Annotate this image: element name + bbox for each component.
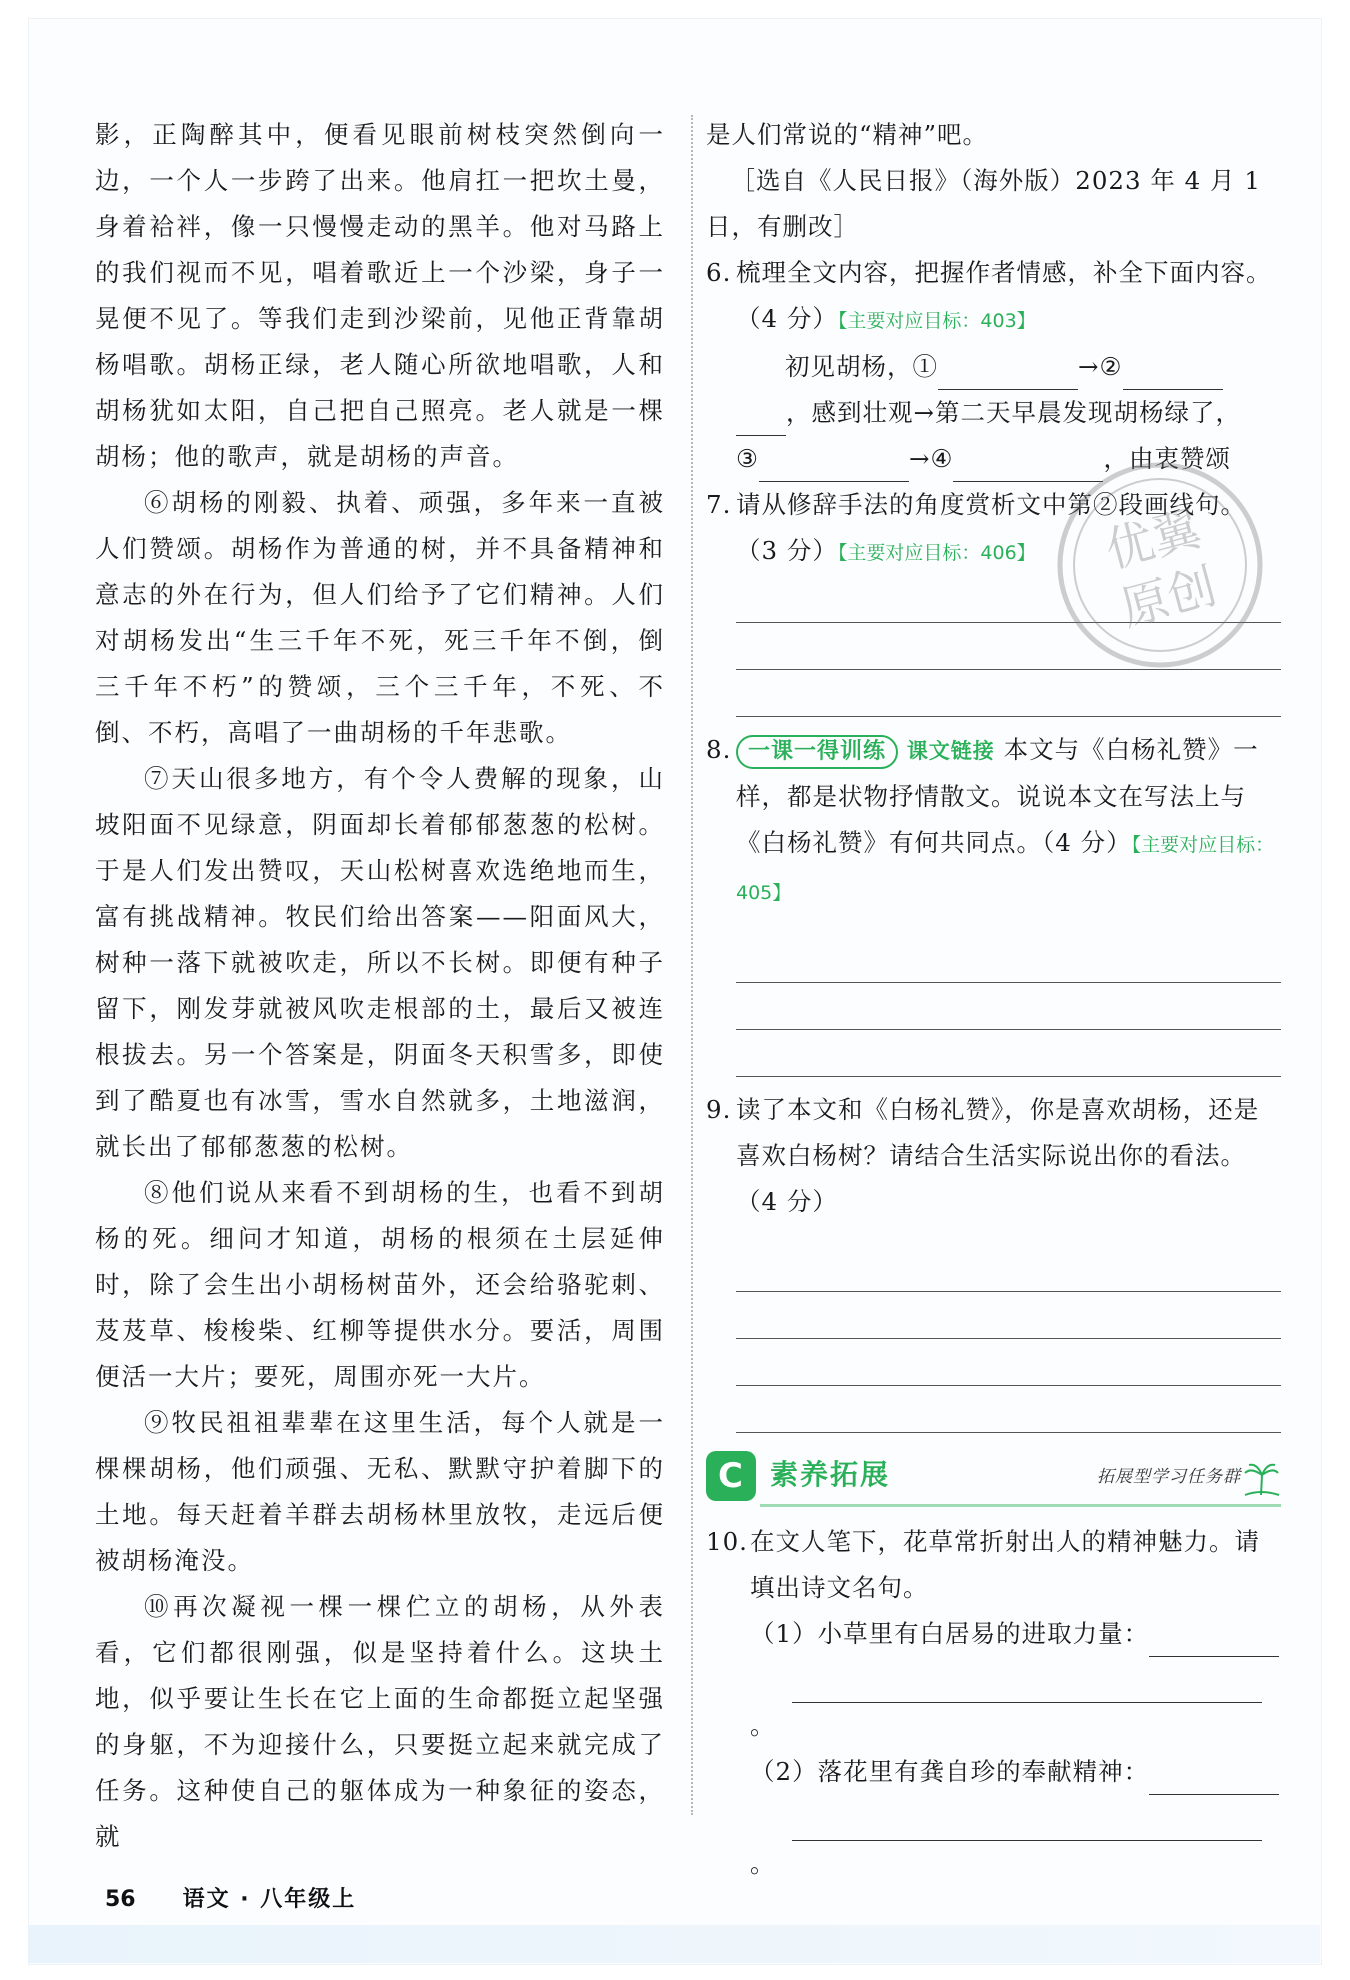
reading-passage xyxy=(95,112,665,1860)
passage-paragraph-6: ⑥胡杨的刚毅、执着、顽强，多年来一直被人们赞颂。胡杨作为普通的树，并不具备精神和意志的外在行为，但人们给予了它们精神。人们对胡杨发出“生三千年不死，死三千年不倒，倒三千年不朽”的赞颂，三个三千年，不死、不倒、不朽，高唱了一曲胡杨的千年悲歌。 xyxy=(95,488,665,747)
section-header xyxy=(706,1451,1281,1507)
answer-line[interactable] xyxy=(736,1030,1281,1077)
question-score: （3 分） xyxy=(736,536,838,565)
blank-10-1-cont[interactable] xyxy=(792,1674,1262,1703)
question-number: 10. xyxy=(706,1527,748,1556)
blank-10-2-cont[interactable] xyxy=(792,1812,1262,1841)
flow-arrow: →② xyxy=(1078,352,1123,381)
answer-line[interactable] xyxy=(736,1386,1281,1433)
blank-2-cont[interactable] xyxy=(736,407,786,436)
footer-band xyxy=(28,1925,1320,1963)
flow-arrow: →④ xyxy=(908,444,954,473)
target-tag: 【主要对应目标：405】 xyxy=(736,834,1275,904)
question-number: 7. xyxy=(706,490,732,519)
svg-text:优翼: 优翼 xyxy=(1099,500,1207,580)
section-badge: C xyxy=(706,1451,756,1501)
book-subject: 语文 · 八年级上 xyxy=(182,1887,357,1912)
question-text: 请从修辞手法的角度赏析文中第②段画线句。 xyxy=(736,490,1246,519)
blank-1[interactable] xyxy=(938,361,1078,390)
section-rule xyxy=(760,1504,1281,1507)
palm-icon xyxy=(1241,1457,1281,1497)
target-tag: 【主要对应目标：403】 xyxy=(837,310,1036,332)
text-link-label: 课文链接 xyxy=(906,739,995,763)
answer-line[interactable] xyxy=(736,670,1281,717)
question-10 xyxy=(706,1519,1281,1887)
period: 。 xyxy=(750,1849,776,1878)
answer-line[interactable] xyxy=(736,936,1281,983)
blank-10-2[interactable] xyxy=(1149,1766,1279,1795)
period: 。 xyxy=(750,1711,776,1740)
svg-text:原创: 原创 xyxy=(1115,558,1223,638)
blank-10-1[interactable] xyxy=(1149,1628,1279,1657)
sub-question-2: （2）落花里有龚自珍的奉献精神： xyxy=(750,1757,1150,1786)
page-footer xyxy=(105,1882,356,1913)
question-number: 9. xyxy=(706,1095,732,1124)
question-score: （4 分） xyxy=(1042,828,1132,857)
blank-4[interactable] xyxy=(953,453,1103,482)
answer-line[interactable] xyxy=(736,1292,1281,1339)
question-7 xyxy=(706,482,1281,576)
page-number: 56 xyxy=(105,1887,136,1912)
section-subtitle: 拓展型学习任务群 xyxy=(1097,1467,1241,1487)
passage-paragraph: 影，正陶醉其中，便看见眼前树枝突然倒向一边，一个人一步跨了出来。他肩扛一把坎土曼，身着袷袢，像一只慢慢走动的黑羊。他对马路上的我们视而不见，唱着歌近上一个沙梁，身子一晃便不见了。等我们走到沙梁前，见他正背靠胡杨唱歌。胡杨正绿，老人随心所欲地唱歌，人和胡杨犹如太阳，自己把自己照亮。老人就是一棵胡杨；他的歌声，就是胡杨的声音。 xyxy=(95,120,665,471)
question-text: 在文人笔下，花草常折射出人的精神魅力。请填出诗文名句。 xyxy=(750,1527,1260,1602)
question-text: 梳理全文内容，把握作者情感，补全下面内容。 xyxy=(736,258,1272,287)
passage-continuation: 是人们常说的“精神”吧。 xyxy=(706,120,989,149)
column-divider xyxy=(691,115,693,1815)
training-badge: 一课一得训练 xyxy=(736,735,898,769)
question-8 xyxy=(706,727,1281,916)
blank-3[interactable] xyxy=(759,453,909,482)
answer-line[interactable] xyxy=(736,1339,1281,1386)
target-tag: 【主要对应目标：406】 xyxy=(837,542,1036,564)
question-text: 读了本文和《白杨礼赞》，你是喜欢胡杨，还是喜欢白杨树？请结合生活实际说出你的看法。 xyxy=(736,1095,1260,1170)
answer-line[interactable] xyxy=(736,576,1281,623)
question-score: （4 分） xyxy=(736,304,838,333)
questions-column xyxy=(706,112,1281,1887)
question-number: 8. xyxy=(706,735,732,764)
question-text: 本文与《白杨礼赞》一样，都是状物抒情散文。说说本文在写法上与《白杨礼赞》有何共同点。 xyxy=(736,735,1259,857)
flow-middle: ，感到壮观→第二天早晨发现胡杨绿了， xyxy=(786,398,1242,427)
flow-start: 初见胡杨，① xyxy=(785,352,938,381)
question-score: （4 分） xyxy=(736,1187,838,1216)
answer-line[interactable] xyxy=(736,983,1281,1030)
passage-paragraph-10: ⑩再次凝视一棵一棵伫立的胡杨，从外表看，它们都很刚强，似是坚持着什么。这块土地，似乎要让生长在它上面的生命都挺立起坚强的身躯，不为迎接什么，只要挺立起来就完成了任务。这种使自己的躯体成为一种象征的姿态，就 xyxy=(95,1592,665,1851)
passage-paragraph-9: ⑨牧民祖祖辈辈在这里生活，每个人就是一棵棵胡杨，他们顽强、无私、默默守护着脚下的土地。每天赶着羊群去胡杨林里放牧，走远后便被胡杨淹没。 xyxy=(95,1408,665,1575)
question-number: 6. xyxy=(706,258,732,287)
answer-line[interactable] xyxy=(736,1245,1281,1292)
answer-line[interactable] xyxy=(736,623,1281,670)
question-6 xyxy=(706,250,1281,482)
question-9 xyxy=(706,1087,1281,1225)
passage-paragraph-8: ⑧他们说从来看不到胡杨的生，也看不到胡杨的死。细问才知道，胡杨的根须在土层延伸时，除了会生出小胡杨树苗外，还会给骆驼刺、芨芨草、梭梭柴、红柳等提供水分。要活，周围便活一大片；要死，周围亦死一大片。 xyxy=(95,1178,665,1391)
blank-2[interactable] xyxy=(1123,361,1223,390)
flow-marker-3: ③ xyxy=(736,444,759,473)
passage-paragraph-7: ⑦天山很多地方，有个令人费解的现象，山坡阳面不见绿意，阴面却长着郁郁葱葱的松树。于是人们发出赞叹，天山松树喜欢选绝地而生，富有挑战精神。牧民们给出答案——阳面风大，树种一落下就被吹走，所以不长树。即便有种子留下，刚发芽就被风吹走根部的土，最后又被连根拔去。另一个答案是，阴面冬天积雪多，即使到了酷夏也有冰雪，雪水自然就多，土地滋润，就长出了郁郁葱葱的松树。 xyxy=(95,764,665,1161)
section-title: 素养拓展 xyxy=(770,1458,891,1491)
flow-end: ，由衷赞颂 xyxy=(1103,444,1231,473)
source-citation: ［选自《人民日报》（海外版）2023 年 4 月 1 日，有删改］ xyxy=(706,166,1261,241)
sub-question-1: （1）小草里有白居易的进取力量： xyxy=(750,1619,1150,1648)
